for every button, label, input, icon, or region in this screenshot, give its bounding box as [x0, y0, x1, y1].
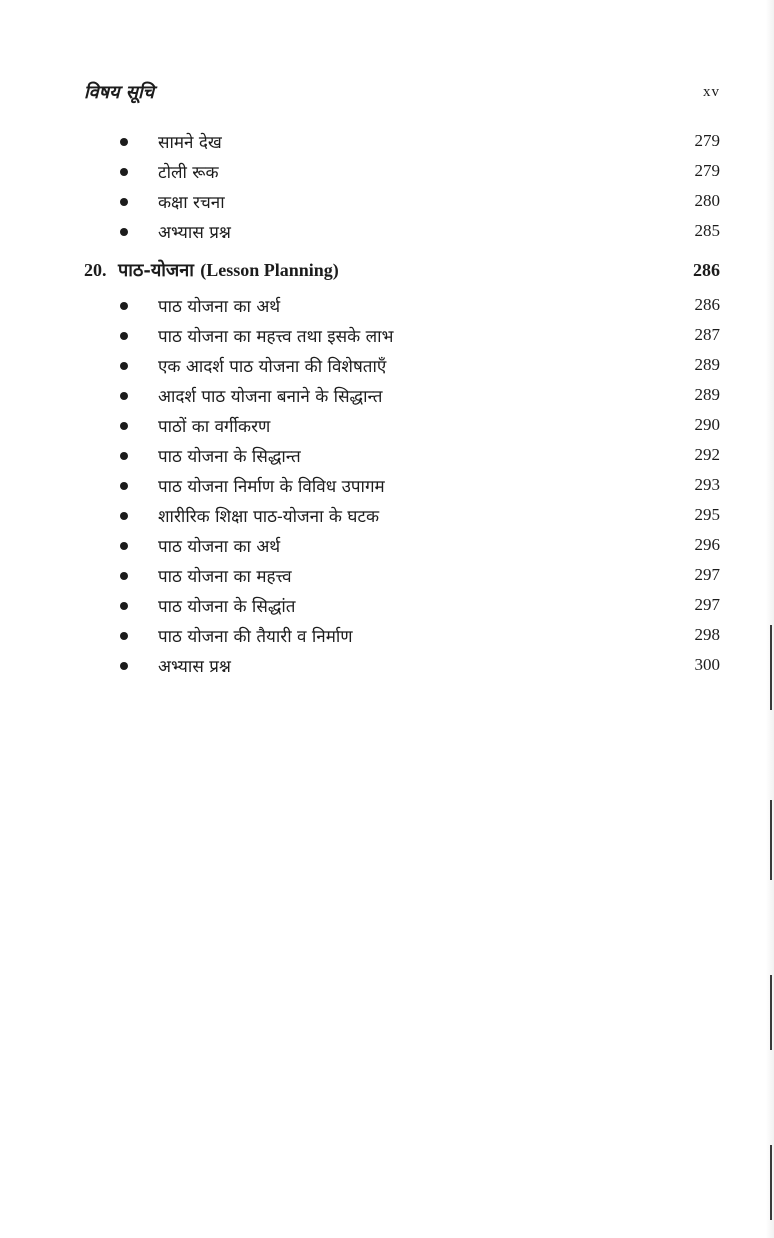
page-edge-shadow [766, 0, 774, 1238]
toc-entry [84, 188, 720, 218]
toc-entry [84, 382, 720, 412]
toc-entry [84, 502, 720, 532]
toc-entry [84, 562, 720, 592]
running-page-number: xv [703, 84, 720, 100]
bullet-icon [120, 392, 128, 400]
toc-entry-label: पाठ योजना निर्माण के विविध उपागम [158, 477, 385, 497]
toc-entry [84, 592, 720, 622]
chapter-title-hindi: पाठ-योजना [118, 260, 194, 281]
toc-entry-page: 300 [694, 655, 720, 674]
toc-entry-label: अभ्यास प्रश्न [158, 657, 231, 677]
toc-entry-label: एक आदर्श पाठ योजना की विशेषताएँ [158, 357, 387, 377]
toc-entry [84, 412, 720, 442]
toc-entry-page: 292 [694, 445, 720, 464]
bullet-icon [120, 138, 128, 146]
toc-entry-label: कक्षा रचना [158, 193, 225, 213]
toc-entry-page: 279 [694, 131, 720, 150]
toc-entry-label: पाठों का वर्गीकरण [158, 417, 271, 437]
toc-entry-label: पाठ योजना की तैयारी व निर्माण [158, 627, 353, 647]
toc-entry-label: पाठ योजना के सिद्धान्त [158, 447, 301, 467]
toc-entry-label: शारीरिक शिक्षा पाठ-योजना के घटक [158, 507, 380, 527]
toc-entry-page: 295 [694, 505, 720, 524]
bullet-icon [120, 542, 128, 550]
bullet-icon [120, 632, 128, 640]
page-edge-mark [770, 800, 772, 880]
toc-entry-page: 297 [694, 595, 720, 614]
toc-entry-page: 296 [694, 535, 720, 554]
toc-entry [84, 322, 720, 352]
toc-entry-page: 279 [694, 161, 720, 180]
running-header [84, 80, 720, 104]
toc-entry-label: पाठ योजना का महत्त्व [158, 567, 292, 587]
toc-entry [84, 442, 720, 472]
toc-entry-page: 289 [694, 355, 720, 374]
toc-entry-label: सामने देख [158, 133, 222, 153]
toc-entry [84, 128, 720, 158]
bullet-icon [120, 482, 128, 490]
toc-entry [84, 218, 720, 248]
toc-entry [84, 352, 720, 382]
toc-entry-page: 290 [694, 415, 720, 434]
bullet-icon [120, 332, 128, 340]
toc-entry [84, 292, 720, 322]
toc-entry [84, 622, 720, 652]
bullet-icon [120, 228, 128, 236]
bullet-icon [120, 512, 128, 520]
toc-entry-label: अभ्यास प्रश्न [158, 223, 231, 243]
toc-entry-page: 285 [694, 221, 720, 240]
bullet-icon [120, 168, 128, 176]
toc-entry [84, 652, 720, 682]
toc-entry [84, 472, 720, 502]
bullet-icon [120, 662, 128, 670]
toc-entry-label: आदर्श पाठ योजना बनाने के सिद्धान्त [158, 387, 383, 407]
page-edge-mark [770, 1145, 772, 1220]
toc-entry-page: 287 [694, 325, 720, 344]
toc-entry-label: टोली रूक [158, 163, 219, 183]
toc-entry-page: 286 [694, 295, 720, 314]
toc-entry-page: 298 [694, 625, 720, 644]
bullet-icon [120, 362, 128, 370]
bullet-icon [120, 602, 128, 610]
bullet-icon [120, 572, 128, 580]
bullet-icon [120, 198, 128, 206]
toc-entry [84, 532, 720, 562]
chapter-page: 286 [693, 260, 720, 280]
toc-entry-label: पाठ योजना का महत्त्व तथा इसके लाभ [158, 327, 394, 347]
toc-entry-page: 293 [694, 475, 720, 494]
toc-entry [84, 158, 720, 188]
toc-entry-label: पाठ योजना का अर्थ [158, 297, 281, 317]
toc-entry-page: 297 [694, 565, 720, 584]
bullet-icon [120, 422, 128, 430]
chapter-heading [84, 254, 720, 290]
toc-entry-label: पाठ योजना के सिद्धांत [158, 597, 296, 617]
bullet-icon [120, 452, 128, 460]
table-of-contents [84, 128, 720, 682]
toc-entry-page: 289 [694, 385, 720, 404]
toc-entry-label: पाठ योजना का अर्थ [158, 537, 281, 557]
toc-entry-page: 280 [694, 191, 720, 210]
chapter-number: 20. [84, 260, 107, 280]
chapter-title [118, 258, 339, 282]
page-edge-mark [770, 625, 772, 710]
chapter-title-english: (Lesson Planning) [200, 260, 339, 280]
page-edge-mark [770, 975, 772, 1050]
bullet-icon [120, 302, 128, 310]
running-title: विषय सूचि [84, 82, 155, 103]
